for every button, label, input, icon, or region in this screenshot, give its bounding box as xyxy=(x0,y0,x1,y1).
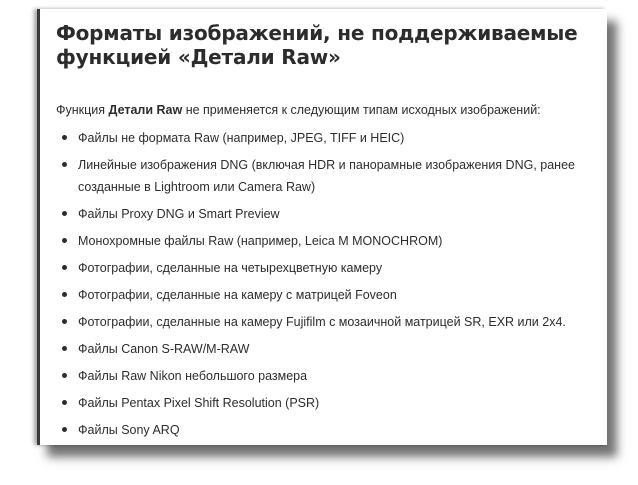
bullet-icon xyxy=(62,162,67,167)
bullet-icon xyxy=(62,211,67,216)
bullet-icon xyxy=(62,373,67,378)
bullet-icon xyxy=(62,346,67,351)
bullet-icon xyxy=(62,238,67,243)
bullet-icon xyxy=(62,135,67,140)
list-item xyxy=(56,311,604,333)
list-item xyxy=(56,338,604,360)
list-item xyxy=(56,419,604,441)
bullet-icon xyxy=(62,292,67,297)
intro-feature-name: Детали Raw xyxy=(108,103,183,117)
unsupported-formats-list xyxy=(56,127,604,446)
list-item xyxy=(56,154,604,198)
list-item xyxy=(56,127,604,149)
list-item-text: Файлы Canon S-RAW/M-RAW xyxy=(78,342,250,356)
list-item xyxy=(56,365,604,387)
bullet-icon xyxy=(62,400,67,405)
list-item xyxy=(56,230,604,252)
list-item xyxy=(56,257,604,279)
list-item xyxy=(56,203,604,225)
bullet-icon xyxy=(62,265,67,270)
bullet-icon xyxy=(62,319,67,324)
bullet-icon xyxy=(62,427,67,432)
list-item xyxy=(56,284,604,306)
list-item-text: Фотографии, сделанные на камеру Fujifilm с мозаичной матрицей SR, EXR или 2x4. xyxy=(78,315,566,329)
document-card xyxy=(37,9,607,445)
list-item-text: Файлы Sony ARQ xyxy=(78,423,180,437)
list-item xyxy=(56,392,604,414)
list-item-text: Файлы Raw Nikon небольшого размера xyxy=(78,369,308,383)
list-item-text: Линейные изображения DNG (включая HDR и панорамные изображения DNG, ранее созданные в Lightroom или Camera Raw) xyxy=(78,158,575,194)
list-item-text: Файлы Proxy DNG и Smart Preview xyxy=(78,207,280,221)
list-item-text: Фотографии, сделанные на четырехцветную камеру xyxy=(78,261,383,275)
intro-suffix: не применяется к следующим типам исходных изображений: xyxy=(182,103,541,117)
intro-prefix: Функция xyxy=(56,103,109,117)
list-item-text: Фотографии, сделанные на камеру с матрицей Foveon xyxy=(78,288,397,302)
list-item-text: Монохромные файлы Raw (например, Leica M MONOCHROM) xyxy=(78,234,443,248)
list-item-text: Файлы Pentax Pixel Shift Resolution (PSR) xyxy=(78,396,320,410)
intro-paragraph xyxy=(56,102,604,119)
list-item-text: Файлы не формата Raw (например, JPEG, TIFF и HEIC) xyxy=(78,131,405,145)
page-title: Форматы изображений, не поддерживаемые функцией «Детали Raw» xyxy=(56,21,578,69)
